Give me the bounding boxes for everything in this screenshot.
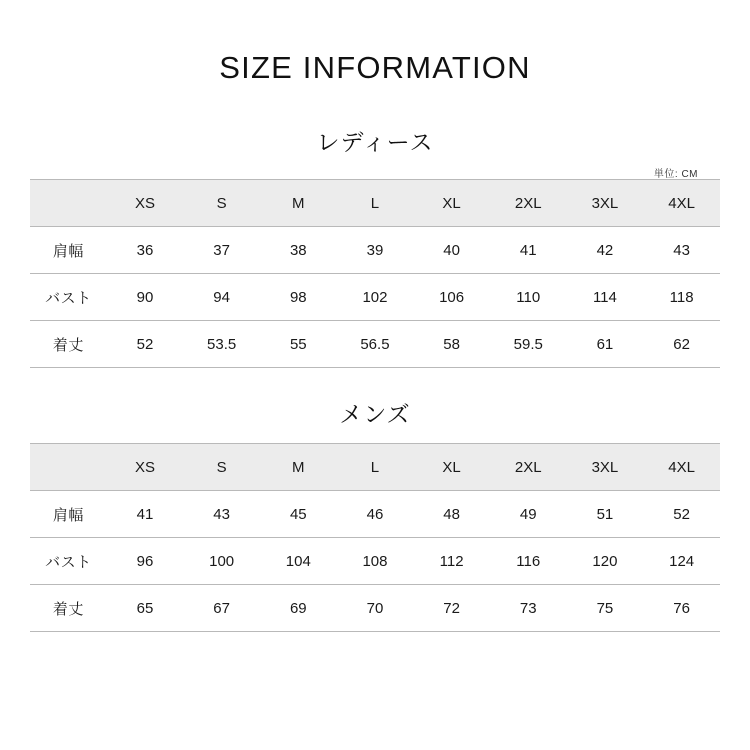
cell-value: 45: [260, 491, 337, 538]
column-header-m: M: [260, 180, 337, 227]
row-label-length: 着丈: [30, 321, 107, 368]
cell-value: 56.5: [337, 321, 414, 368]
cell-value: 61: [567, 321, 644, 368]
cell-value: 46: [337, 491, 414, 538]
cell-value: 112: [413, 538, 490, 585]
column-header-m: M: [260, 444, 337, 491]
unit-note: 単位: CM: [653, 169, 698, 180]
column-header-xs: XS: [107, 444, 184, 491]
cell-value: 53.5: [183, 321, 260, 368]
cell-value: 39: [337, 227, 414, 274]
mens-size-section: [0, 368, 750, 632]
cell-value: 118: [643, 274, 720, 321]
cell-value: 124: [643, 538, 720, 585]
cell-value: 37: [183, 227, 260, 274]
cell-value: 72: [413, 585, 490, 632]
cell-value: 98: [260, 274, 337, 321]
cell-value: 55: [260, 321, 337, 368]
column-header-xl: XL: [413, 180, 490, 227]
cell-value: 52: [643, 491, 720, 538]
column-header-3xl: 3XL: [567, 180, 644, 227]
ladies-table-wrap: [0, 179, 750, 368]
table-header-row: [30, 180, 720, 227]
cell-value: 76: [643, 585, 720, 632]
table-header-row: [30, 444, 720, 491]
table-row: [30, 227, 720, 274]
table-row: [30, 585, 720, 632]
ladies-size-section: [0, 86, 750, 368]
cell-value: 42: [567, 227, 644, 274]
cell-value: 114: [567, 274, 644, 321]
cell-value: 102: [337, 274, 414, 321]
cell-value: 52: [107, 321, 184, 368]
cell-value: 58: [413, 321, 490, 368]
cell-value: 73: [490, 585, 567, 632]
column-header-3xl: 3XL: [567, 444, 644, 491]
column-header-xs: XS: [107, 180, 184, 227]
cell-value: 94: [183, 274, 260, 321]
mens-section-title: メンズ: [339, 401, 411, 427]
mens-size-table: [30, 443, 720, 632]
cell-value: 36: [107, 227, 184, 274]
cell-value: 41: [107, 491, 184, 538]
cell-value: 104: [260, 538, 337, 585]
cell-value: 69: [260, 585, 337, 632]
header-corner-cell: [30, 180, 107, 227]
cell-value: 106: [413, 274, 490, 321]
column-header-s: S: [183, 180, 260, 227]
cell-value: 43: [183, 491, 260, 538]
cell-value: 75: [567, 585, 644, 632]
cell-value: 96: [107, 538, 184, 585]
table-row: [30, 274, 720, 321]
ladies-section-title: レディース: [316, 129, 434, 155]
column-header-l: L: [337, 444, 414, 491]
column-header-xl: XL: [413, 444, 490, 491]
cell-value: 43: [643, 227, 720, 274]
row-label-bust: バスト: [30, 538, 107, 585]
table-row: [30, 538, 720, 585]
row-label-shoulder: 肩幅: [30, 491, 107, 538]
mens-table-wrap: [0, 443, 750, 632]
cell-value: 38: [260, 227, 337, 274]
cell-value: 62: [643, 321, 720, 368]
row-label-bust: バスト: [30, 274, 107, 321]
cell-value: 49: [490, 491, 567, 538]
cell-value: 116: [490, 538, 567, 585]
cell-value: 67: [183, 585, 260, 632]
cell-value: 120: [567, 538, 644, 585]
cell-value: 108: [337, 538, 414, 585]
column-header-4xl: 4XL: [643, 180, 720, 227]
column-header-l: L: [337, 180, 414, 227]
cell-value: 90: [107, 274, 184, 321]
table-row: [30, 321, 720, 368]
column-header-s: S: [183, 444, 260, 491]
page-title: SIZE INFORMATION: [219, 50, 531, 85]
cell-value: 48: [413, 491, 490, 538]
column-header-2xl: 2XL: [490, 444, 567, 491]
cell-value: 51: [567, 491, 644, 538]
cell-value: 40: [413, 227, 490, 274]
column-header-4xl: 4XL: [643, 444, 720, 491]
cell-value: 100: [183, 538, 260, 585]
cell-value: 41: [490, 227, 567, 274]
table-row: [30, 491, 720, 538]
ladies-size-table: [30, 179, 720, 368]
row-label-length: 着丈: [30, 585, 107, 632]
cell-value: 70: [337, 585, 414, 632]
row-label-shoulder: 肩幅: [30, 227, 107, 274]
column-header-2xl: 2XL: [490, 180, 567, 227]
header-corner-cell: [30, 444, 107, 491]
cell-value: 65: [107, 585, 184, 632]
cell-value: 59.5: [490, 321, 567, 368]
cell-value: 110: [490, 274, 567, 321]
